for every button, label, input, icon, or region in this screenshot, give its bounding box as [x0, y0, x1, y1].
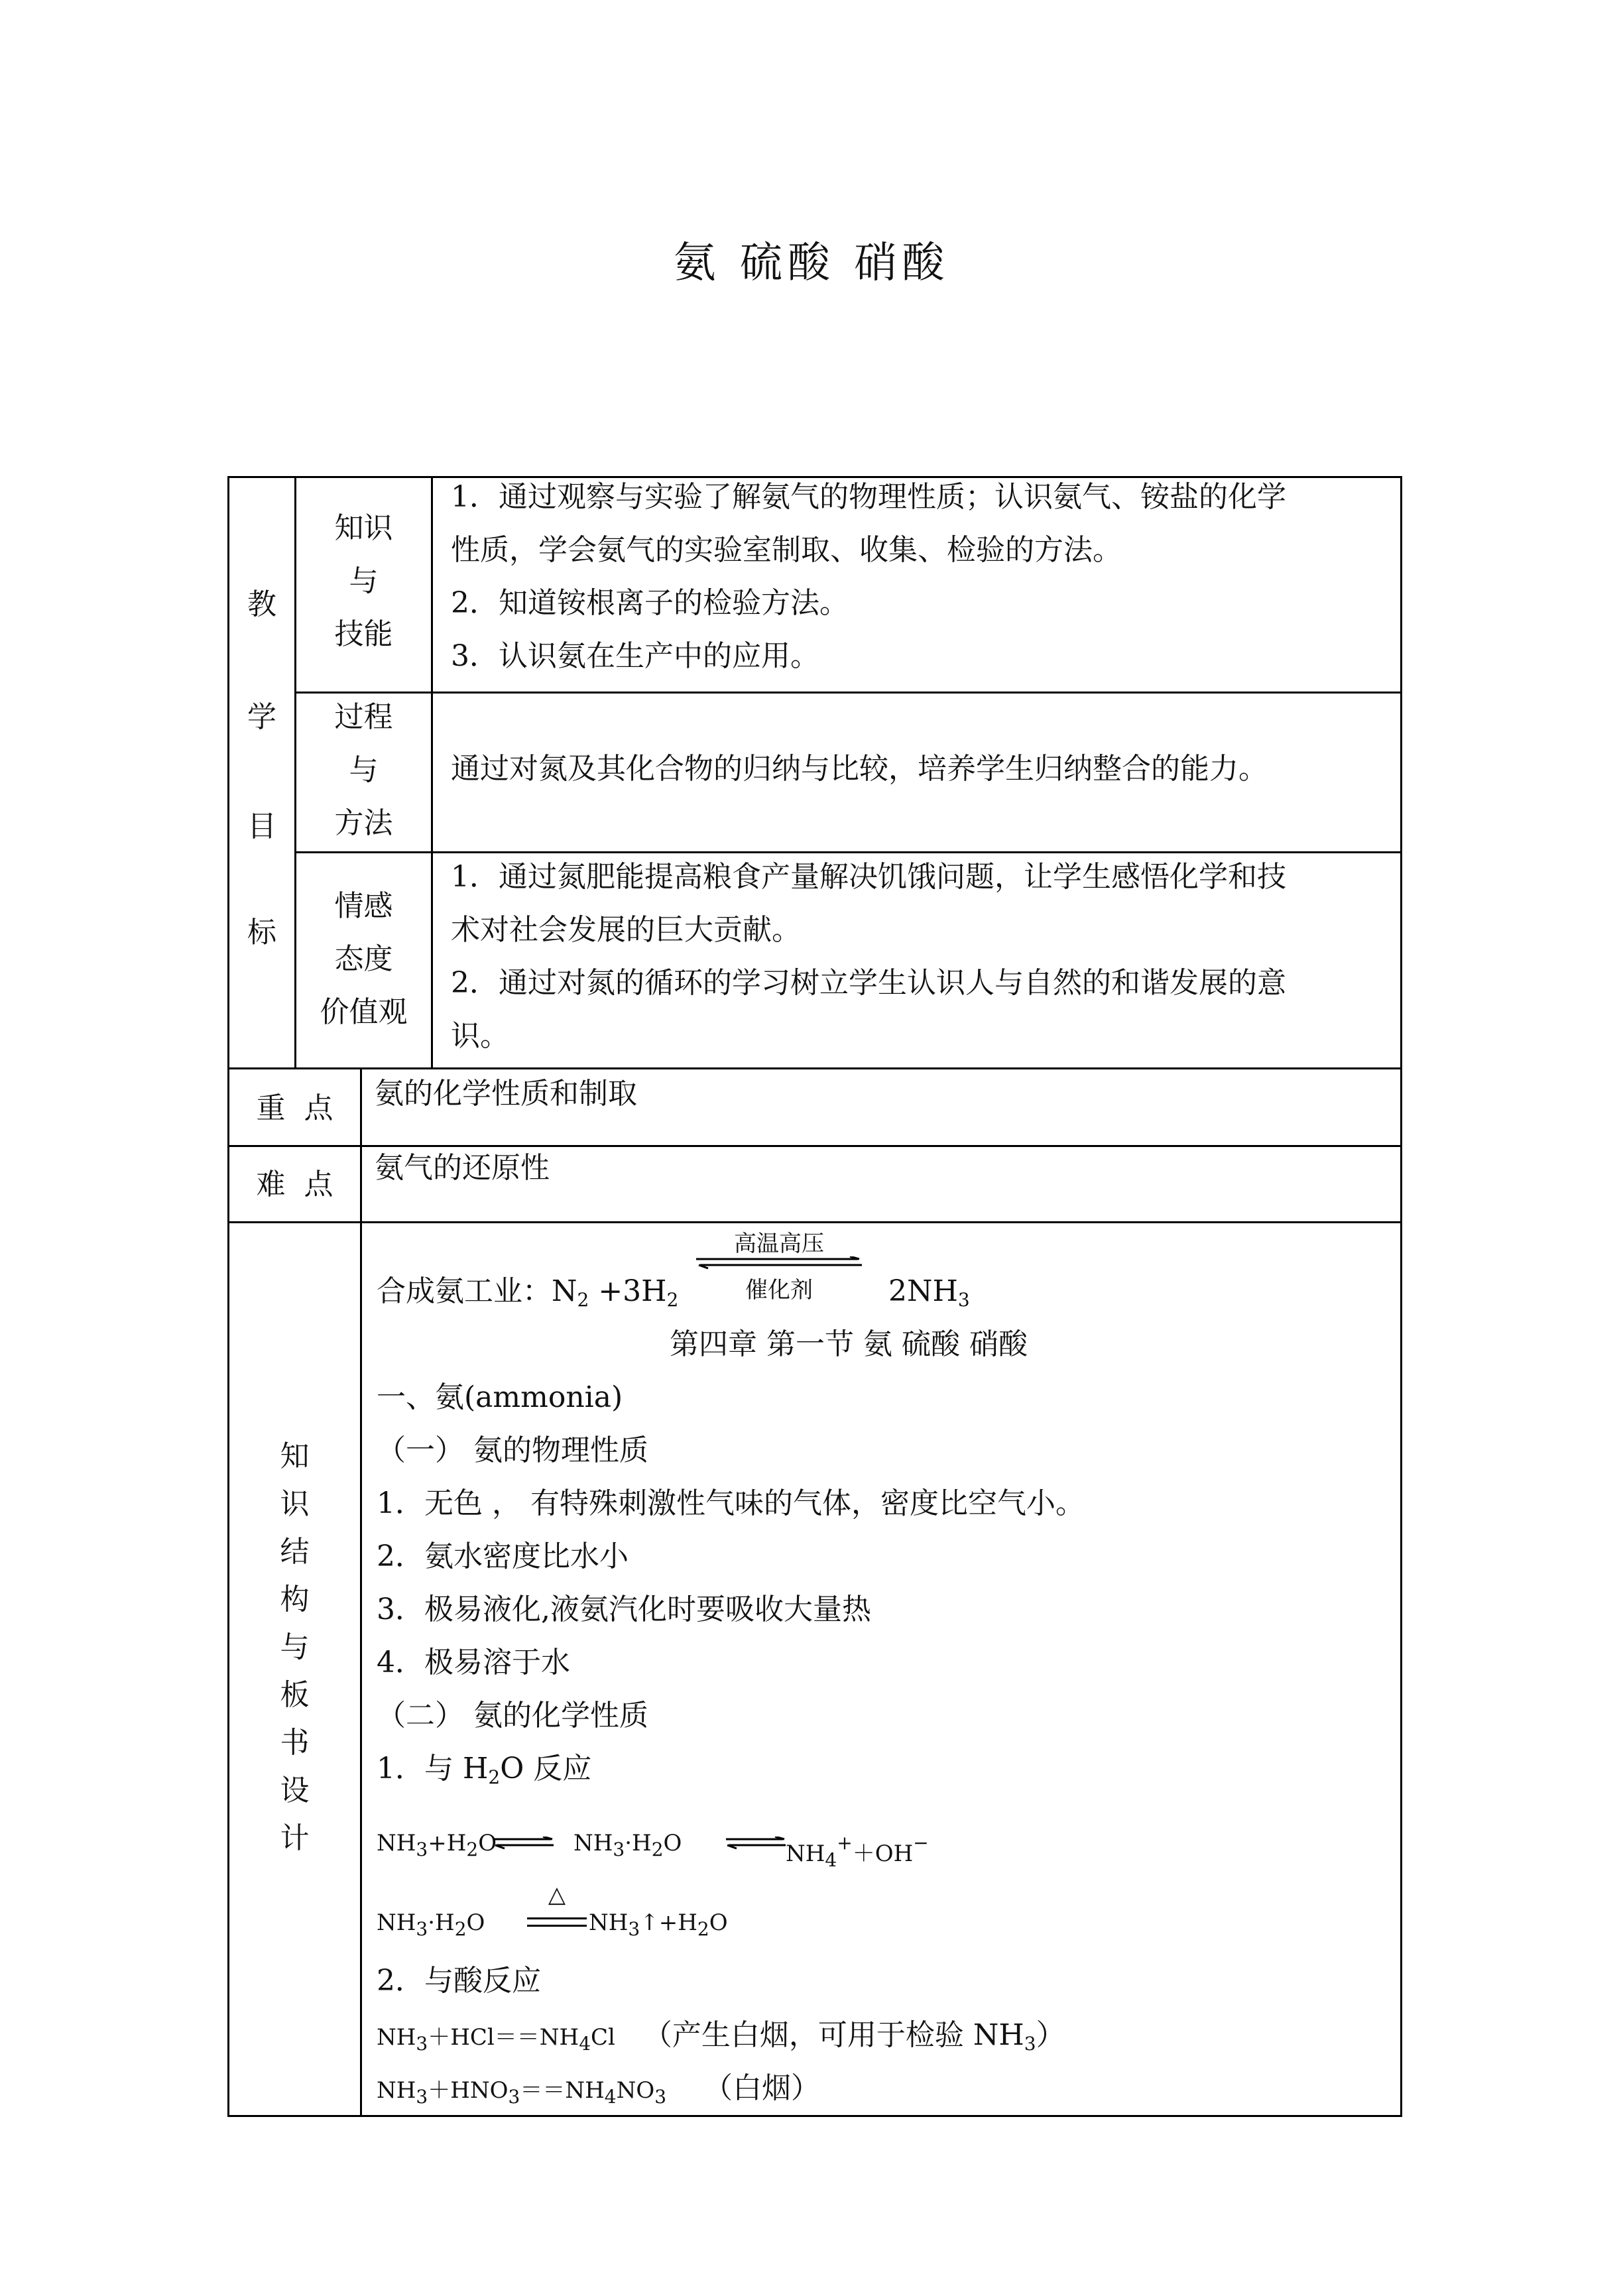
physical-property-item: 2．氨水密度比水小: [377, 1540, 629, 1573]
objectives-side-label-4: 标: [247, 916, 276, 949]
synthesis-product: $2NH_3$: [888, 1274, 970, 1311]
reversible-arrow-icon: [696, 1256, 862, 1270]
page-title: 氨 硫酸 硝酸: [673, 239, 950, 288]
objectives-side-label-3: 目: [247, 810, 276, 843]
chapter-heading: 第四章 第一节 氨 硫酸 硝酸: [670, 1327, 1028, 1361]
synthesis-condition-top: 高温高压: [734, 1231, 824, 1257]
reversible-arrow-icon: [726, 1837, 786, 1850]
difficulty-label: 难 点: [256, 1168, 333, 1201]
process-content: 通过对氮及其化合物的归纳与比较，培养学生归纳整合的能力。: [451, 752, 1268, 786]
difficulty-content: 氨气的还原性: [375, 1151, 550, 1185]
objectives-side-label-1: 教: [247, 587, 276, 621]
equation-ammonia-water-ions: $NH_4^++OH^-$: [786, 1832, 929, 1871]
equals-line: [527, 1917, 587, 1919]
equation-ammonia-hcl: $NH_3+HCl==NH_4Cl$ （产生白烟，可用于检验 $NH_3$）: [377, 2018, 1065, 2055]
key-point-content: 氨的化学性质和制取: [375, 1077, 637, 1111]
physical-property-item: 3．极易液化,液氨汽化时要吸收大量热: [377, 1593, 871, 1626]
equation-ammonia-water-middle: $NH_3\cdot H_2O$: [573, 1830, 682, 1860]
section-heading: 一、氨(ammonia): [377, 1380, 623, 1414]
synthesis-condition-bottom: 催化剂: [745, 1277, 813, 1303]
physical-properties-heading: （一） 氨的物理性质: [377, 1433, 648, 1467]
equation-decomposition: $NH_3\cdot H_2O$: [377, 1909, 485, 1940]
physical-property-item: 4．极易溶于水: [377, 1646, 570, 1679]
reversible-arrow-icon: [494, 1837, 554, 1850]
acid-reaction-heading: 2．与酸反应: [377, 1964, 541, 1998]
chemical-properties-heading: （二） 氨的化学性质: [377, 1699, 648, 1732]
heat-symbol: △: [548, 1882, 566, 1908]
equation-ammonia-hno3: $NH_3+HNO_3==NH_4NO_3$ （白烟）: [377, 2071, 820, 2108]
key-point-label: 重 点: [256, 1091, 333, 1125]
objectives-side-label-2: 学: [247, 700, 276, 734]
equals-line: [527, 1925, 587, 1927]
physical-property-item: 1．无色 ， 有特殊刺激性气味的气体，密度比空气小。: [377, 1486, 1085, 1520]
synthesis-equation: 合成氨工业：$N_2 +3H_2$: [377, 1274, 679, 1311]
water-reaction-heading: 1．与 $H_2O$ 反应: [377, 1752, 592, 1788]
equation-ammonia-water: $NH_3+H_2O$: [377, 1830, 497, 1860]
equation-decomposition-products: $NH_3↑+H_2O$: [589, 1909, 728, 1940]
